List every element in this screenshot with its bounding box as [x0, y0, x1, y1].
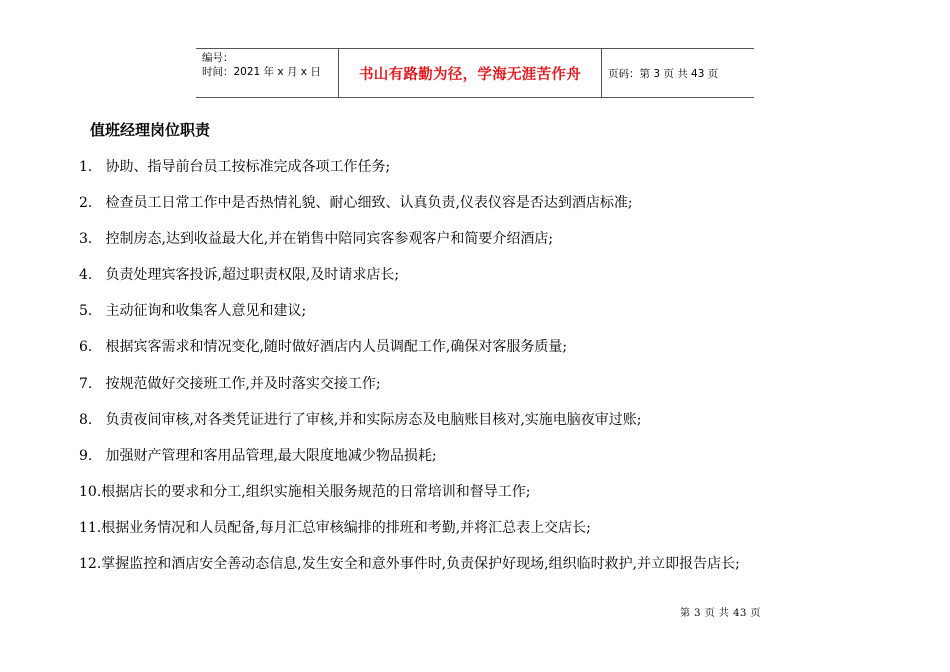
item-number: 3. [79, 231, 93, 248]
list-item [79, 446, 740, 482]
list-item [79, 229, 740, 265]
item-number: 1. [79, 159, 93, 175]
item-number: 5. [79, 303, 93, 320]
item-number: 7. [79, 375, 93, 392]
item-text: 根据业务情况和人员配备,每月汇总审核编排的排班和考勤,并将汇总表上交店长; [101, 519, 591, 536]
list-item [79, 482, 740, 518]
item-text: 按规范做好交接班工作,并及时落实交接工作; [101, 375, 381, 392]
item-text: 根据宾客需求和情况变化,随时做好酒店内人员调配工作,确保对客服务质量; [101, 339, 568, 356]
page-header-table [196, 48, 754, 98]
item-text: 加强财产管理和客用品管理,最大限度地减少物品损耗; [101, 447, 437, 464]
item-number: 12. [79, 556, 102, 573]
item-text: 控制房态,达到收益最大化,并在销售中陪同宾客参观客户和简要介绍酒店; [101, 231, 554, 248]
item-number: 8. [79, 411, 93, 428]
item-text: 主动征询和收集客人意见和建议; [101, 303, 307, 320]
document-title: 值班经理岗位职责 [90, 121, 211, 139]
item-number: 2. [79, 195, 93, 212]
list-item [79, 265, 740, 301]
item-number: 9. [79, 447, 93, 464]
header-page-code: 页码：第 3 页 共 43 页 [608, 67, 719, 80]
item-text: 协助、指导前台员工按标准完成各项工作任务; [101, 159, 391, 175]
list-item [79, 554, 740, 590]
list-item [79, 157, 740, 193]
page-footer: 第 3 页 共 43 页 [680, 608, 761, 619]
item-number: 6. [79, 339, 93, 356]
item-number: 11. [79, 519, 102, 536]
item-number: 10. [79, 483, 102, 500]
duty-list [79, 157, 740, 590]
list-item [79, 193, 740, 229]
list-item [79, 410, 740, 446]
header-motto-cell [339, 49, 602, 97]
header-time-label: 时间：2021 年 x 月 x 日 [202, 66, 321, 78]
list-item [79, 374, 740, 410]
header-page-cell [602, 49, 754, 97]
item-text: 负责夜间审核,对各类凭证进行了审核,并和实际房态及电脑账目核对,实施电脑夜审过账; [101, 411, 642, 428]
item-text: 根据店长的要求和分工,组织实施相关服务规范的日常培训和督导工作; [101, 483, 531, 500]
header-meta-cell [196, 49, 339, 97]
item-text: 检查员工日常工作中是否热情礼貌、耐心细致、认真负责,仪表仪容是否达到酒店标准; [101, 195, 633, 212]
item-text: 掌握监控和酒店安全善动态信息,发生安全和意外事件时,负责保护好现场,组织临时救护,并立即报告店长; [101, 556, 740, 573]
header-motto: 书山有路勤为径，学海无涯苦作舟 [359, 66, 581, 83]
header-number-label: 编号： [202, 52, 234, 64]
list-item [79, 301, 740, 337]
list-item [79, 518, 740, 554]
list-item [79, 337, 740, 373]
item-text: 负责处理宾客投诉,超过职责权限,及时请求店长; [101, 267, 400, 284]
item-number: 4. [79, 267, 93, 284]
